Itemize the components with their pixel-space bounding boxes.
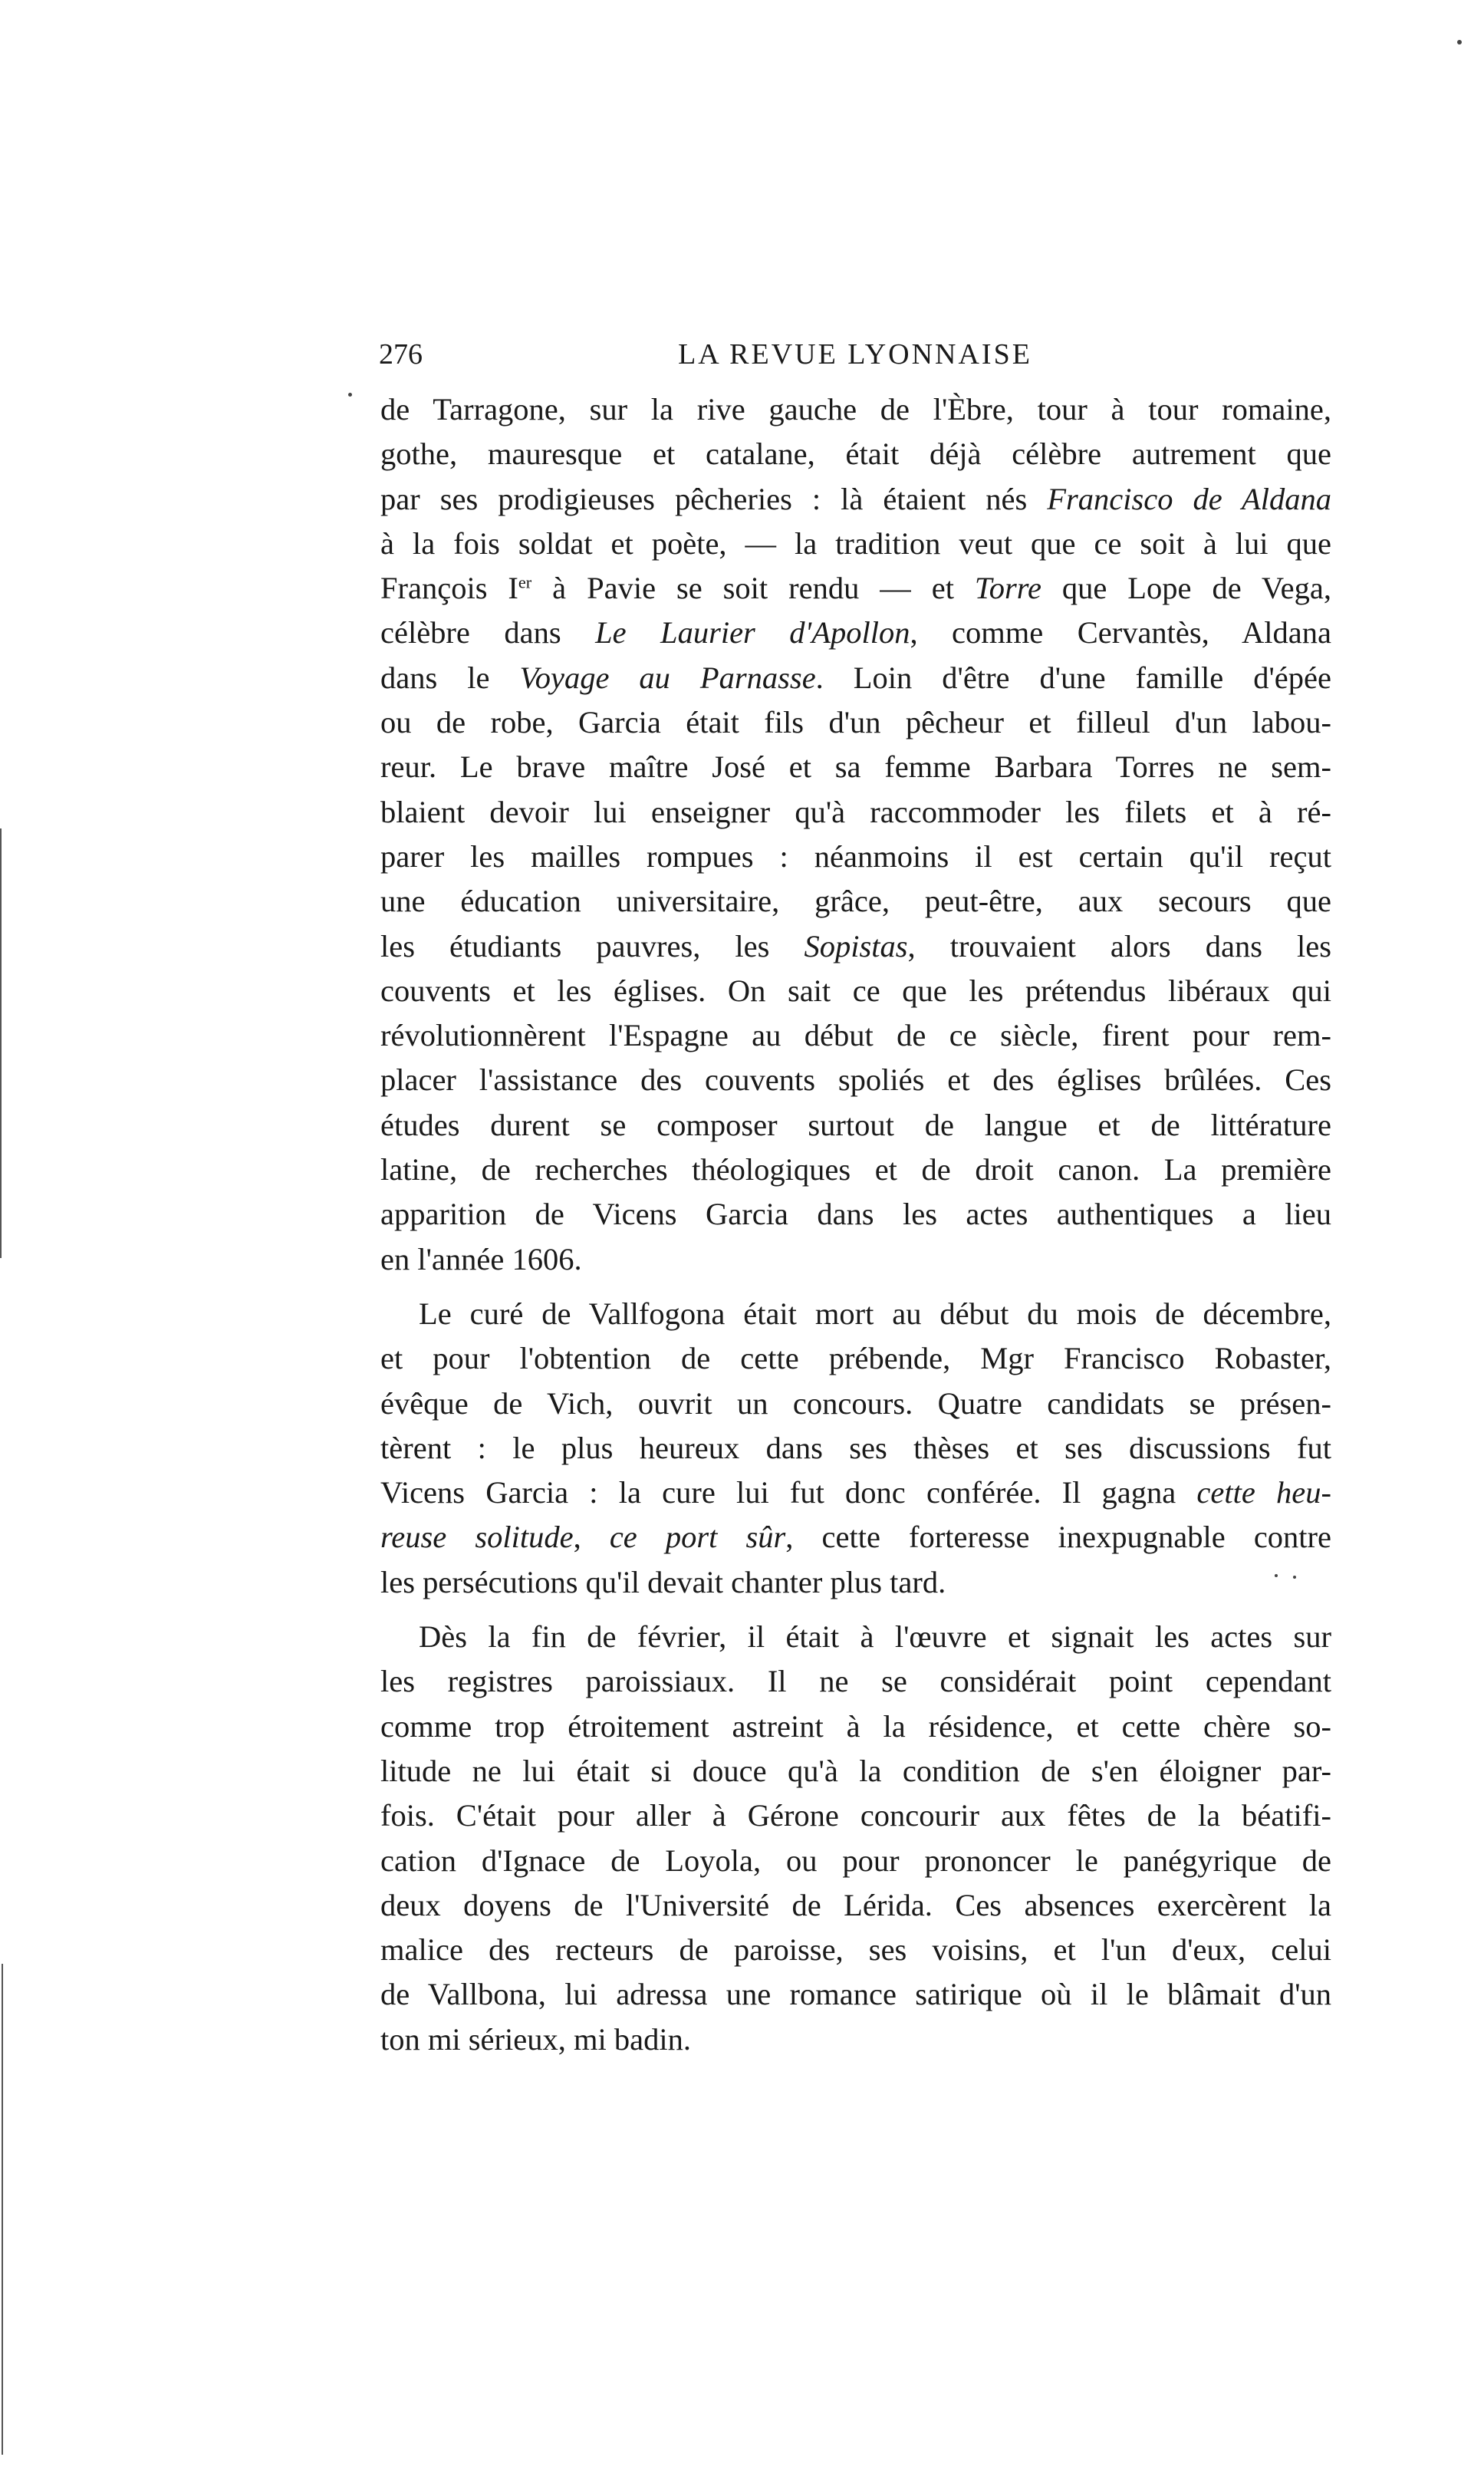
text-line: reur. Le brave maître José et sa femme Barbara Torres ne sem- [380, 749, 1331, 785]
text-line: tèrent : le plus heureux dans ses thèses et ses discussions fut [380, 1430, 1331, 1465]
text-line: deux doyens de l'Université de Lérida. Ces absences exercèrent la [380, 1887, 1331, 1922]
text-line: les registres paroissiaux. Il ne se considérait point cependant [380, 1664, 1331, 1699]
text-line: Vicens Garcia : la cure lui fut donc conférée. Il gagna cette heu- [380, 1475, 1331, 1510]
body-text [380, 387, 1331, 2062]
text-line: reuse solitude, ce port sûr, cette forteresse inexpugnable contre [380, 1520, 1332, 1555]
text-line: ou de robe, Garcia était fils d'un pêcheur et filleul d'un labou- [380, 705, 1331, 740]
text-line: à la fois soldat et poète, — la tradition veut que ce soit à lui que [380, 525, 1331, 561]
scan-speck [348, 393, 352, 397]
page-number: 276 [379, 338, 423, 371]
scan-speck [1275, 1574, 1278, 1577]
text-line: cation d'Ignace de Loyola, ou pour prononcer le panégyrique de [380, 1843, 1331, 1878]
paragraph-gap [380, 1605, 1331, 1615]
text-line: les étudiants pauvres, les Sopistas, trouvaient alors dans les [380, 928, 1331, 963]
text-line: révolutionnèrent l'Espagne au début de ce siècle, firent pour rem- [380, 1018, 1331, 1053]
paragraph-gap [380, 1282, 1331, 1292]
text-line: litude ne lui était si douce qu'à la condition de s'en éloigner par- [380, 1753, 1331, 1788]
text-line: blaient devoir lui enseigner qu'à raccommoder les filets et à ré- [380, 794, 1331, 829]
text-line: en l'année 1606. [380, 1241, 582, 1276]
text-line: et pour l'obtention de cette prébende, Mgr Francisco Robaster, [380, 1341, 1331, 1376]
scan-edge-line [0, 828, 2, 1258]
scan-edge-line [2, 1964, 3, 2455]
text-line: dans le Voyage au Parnasse. Loin d'être d'une famille d'épée [380, 660, 1331, 695]
text-line: les persécutions qu'il devait chanter plus tard. [380, 1564, 946, 1599]
text-line: apparition de Vicens Garcia dans les actes authentiques a lieu [380, 1197, 1331, 1232]
text-line: études durent se composer surtout de langue et de littérature [380, 1107, 1331, 1142]
text-line: Le curé de Vallfogona était mort au début du mois de décembre, [419, 1296, 1331, 1331]
journal-title: LA REVUE LYONNAISE [678, 338, 1032, 371]
text-line: placer l'assistance des couvents spoliés et des églises brûlées. Ces [380, 1062, 1331, 1098]
scan-speck [1293, 1576, 1296, 1579]
text-line: malice des recteurs de paroisse, ses voisins, et l'un d'eux, celui [380, 1932, 1331, 1968]
text-line: gothe, mauresque et catalane, était déjà célèbre autrement que [380, 436, 1331, 472]
text-line: évêque de Vich, ouvrit un concours. Quatre candidats se présen- [380, 1385, 1331, 1421]
text-line: latine, de recherches théologiques et de droit canon. La première [380, 1152, 1331, 1187]
text-line: une éducation universitaire, grâce, peut-être, aux secours que [380, 884, 1331, 919]
text-line: par ses prodigieuses pêcheries : là étaient nés Francisco de Aldana [380, 481, 1331, 516]
text-line: célèbre dans Le Laurier d'Apollon, comme Cervantès, Aldana [380, 615, 1331, 651]
text-line: comme trop étroitement astreint à la résidence, et cette chère so- [380, 1708, 1331, 1744]
running-head [379, 331, 1331, 377]
text-line: de Vallbona, lui adressa une romance satirique où il le blâmait d'un [380, 1977, 1331, 2012]
text-line: de Tarragone, sur la rive gauche de l'Èbre, tour à tour romaine, [380, 392, 1331, 427]
scan-speck [1457, 40, 1462, 44]
text-line: François Ier à Pavie se soit rendu — et Torre que Lope de Vega, [380, 571, 1331, 606]
text-line: Dès la fin de février, il était à l'œuvre et signait les actes sur [419, 1619, 1331, 1655]
text-line: fois. C'était pour aller à Gérone concourir aux fêtes de la béatifi- [380, 1798, 1331, 1833]
text-line: couvents et les églises. On sait ce que les prétendus libéraux qui [380, 973, 1331, 1008]
text-line: parer les mailles rompues : néanmoins il est certain qu'il reçut [380, 838, 1331, 874]
text-line: ton mi sérieux, mi badin. [380, 2021, 691, 2057]
